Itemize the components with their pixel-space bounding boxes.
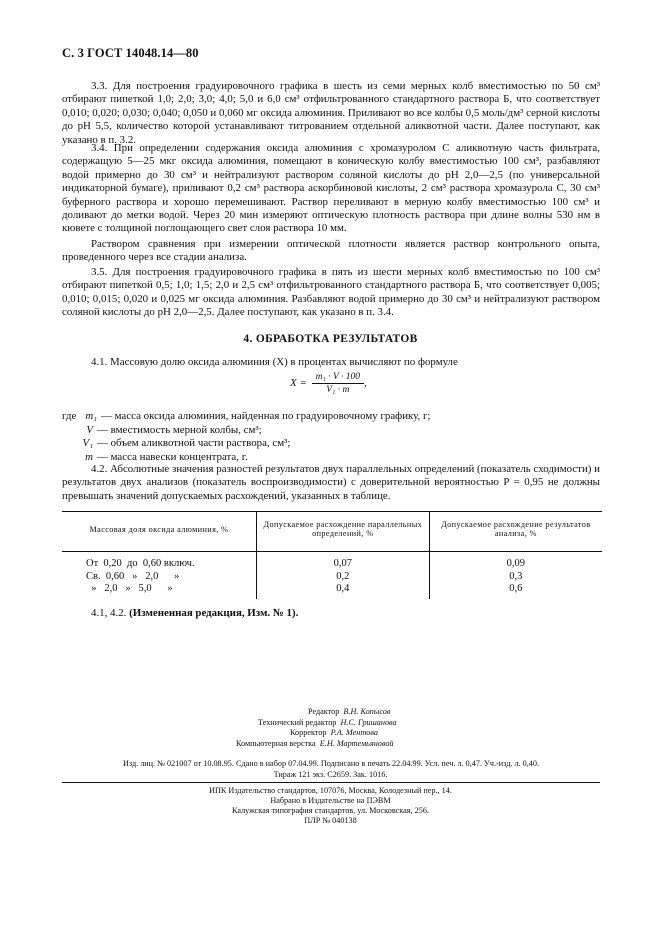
table-cell: » 2,0 » 5,0 » [86, 583, 173, 594]
definition-text: — масса навески концентрата, г. [97, 450, 248, 463]
table-cell: 0,09 [429, 552, 602, 571]
definition-symbol: V [86, 423, 93, 436]
definition-row [62, 437, 430, 451]
table-cell: От 0,20 до 0,60 включ. [86, 558, 195, 569]
imprint-tech-editor [258, 718, 397, 727]
table-header-cell: Массовая доля оксида алюминия, % [62, 512, 256, 552]
imprint-role: Редактор [308, 707, 340, 716]
formula-tail: , [363, 377, 367, 390]
paragraph-3-4-reference: Раствором сравнения при измерении оптической плотности является раствор контрольного опыта, проведенного через все стадии анализа. [62, 238, 600, 264]
imprint-plr: ПЛР № 040138 [304, 816, 357, 825]
amendment-note [91, 607, 298, 619]
paragraph-4-2: 4.2. Абсолютные значения разностей результатов двух параллельных определений (показатель сходимости) и результатов двух анализов (показатель воспроизводимости) с доверительной вероятностью P = 0,95 не должны превышать значений допускаемых расхождений, указанных в таблице. [62, 463, 600, 502]
paragraph-3-5: 3.5. Для построения градуировочного графика в пять из шести мерных колб вместимостью по 100 см³ отбирают пипеткой 0,5; 1,0; 1,5; 2,0 и 2,5 см³ отфильтрованного стандартного раствора Б, что соответствует 0,005; 0,010; 0,015; 0,020 и 0,025 мг оксида алюминия. Разбавляют водой примерно до 30 см³ и нейтрализуют раствором соляной кислоты до рН 2,0—2,5. Далее поступают, как указано в п. 3.4. [62, 266, 600, 319]
imprint-person: Р.А. Ментова [330, 728, 378, 737]
table-cell: 0,4 [256, 583, 429, 599]
imprint-person: Е.Н. Мартемьяновой [319, 739, 394, 748]
table-cell: 0,07 [256, 552, 429, 571]
table-header-cell: Допускаемое расхождение результатов анализа, % [429, 512, 602, 552]
imprint-editor [308, 707, 390, 716]
formula-lhs: X = [290, 377, 307, 390]
paragraph-4-1: 4.1. Массовую долю оксида алюминия (X) в процентах вычисляют по формуле [91, 356, 458, 368]
definition-row [62, 451, 430, 465]
definition-symbol: V₁ [82, 437, 93, 449]
imprint-typeset: Набрано в Издательстве на ПЭВМ [270, 796, 391, 805]
definition-text: — масса оксида алюминия, найденная по градуировочному графику, г; [101, 410, 431, 422]
table-cell: Св. 0,60 » 2,0 » [86, 570, 180, 582]
definition-symbol: m [85, 450, 93, 463]
definition-row [62, 410, 430, 424]
imprint-publisher: ИПК Издательство стандартов, 107076, Москва, Колодезный пер., 14. [209, 786, 452, 795]
imprint-layout [236, 739, 394, 748]
table-header-row [62, 512, 602, 552]
formula-denominator: V₁ · m [326, 385, 350, 395]
imprint-person: Н.С. Гришанова [340, 718, 397, 727]
formula-numerator: m₁ · V · 100 [312, 372, 364, 384]
definitions-list [62, 410, 430, 464]
table-row [62, 583, 602, 599]
definition-text: — вместимость мерной колбы, см³; [97, 423, 262, 436]
definition-prefix: где [62, 410, 77, 422]
imprint-corrector [290, 728, 378, 737]
table-cell: 0,2 [256, 571, 429, 584]
imprint-license-line: Изд. лиц. № 021007 от 10.08.95. Сдано в набор 07.04.99. Подписано в печать 22.04.99. Усл. печ. л. 0,47. Уч.-изд. л. 0,40. [122, 759, 540, 768]
table-row [62, 571, 602, 584]
imprint-print-run: Тираж 121 экз. С2659. Зак. 1016. [273, 770, 388, 779]
imprint-printer: Калужская типография стандартов, ул. Московская, 256. [232, 806, 429, 815]
imprint-role: Технический редактор [258, 718, 337, 727]
table-cell: 0,3 [429, 571, 602, 584]
table-header-cell: Допускаемое расхождение параллельных определений, % [256, 512, 429, 552]
paragraph-3-3: 3.3. Для построения градуировочного графика в шесть из семи мерных колб вместимостью по 50 см³ отбирают пипеткой 1,0; 2,0; 3,0; 4,0; 5,0 и 6,0 см³ отфильтрованного стандартного раствора Б, что соответствует 0,010; 0,020; 0,030; 0,040; 0,050 и 0,060 мг оксида алюминия. Приливают во все колбы 0,5 моль/дм³ серной кислоты до рН 5,5, количество которой устанавливают титрованием отдельной аликвотной части. Далее поступают, как указано в п. 3.2. [62, 80, 600, 146]
table-cell: 0,6 [429, 583, 602, 599]
imprint-divider [62, 782, 600, 783]
formula [290, 372, 367, 395]
formula-fraction [312, 372, 364, 395]
page-header: С. 3 ГОСТ 14048.14—80 [62, 46, 199, 60]
imprint-person: В.Н. Копысов [343, 707, 391, 716]
amendment-text: (Измененная редакция, Изм. № 1). [129, 607, 299, 619]
imprint-role: Компьютерная верстка [236, 739, 316, 748]
table-row [62, 552, 602, 571]
paragraph-3-4: 3.4. При определении содержания оксида алюминия с хромазуролом С аликвотную часть фильтрата, содержащую 5—25 мкг оксида алюминия, помещают в коническую колбу вместимостью 100 см³, разбавляют водой примерно до 30 см³ и нейтрализуют раствором соляной кислоты до рН 2,0—2,5 (по универсальной индикаторной бумаге), приливают 0,2 см³ раствора аскорбиновой кислоты, 2 см³ раствора хромазурола С, 30 см³ буферного раствора и хорошо перемешивают. Раствор переливают в мерную колбу вместимостью 100 см³ и доливают до метки водой. Через 20 мин измеряют оптическую плотность раствора при длине волны 530 нм в кювете с толщиной поглощающего свет слоя раствора 10 мм. [62, 142, 600, 235]
definition-row [62, 424, 430, 438]
definition-text: — объем аликвотной части раствора, см³; [97, 437, 291, 449]
section-title: 4. ОБРАБОТКА РЕЗУЛЬТАТОВ [243, 333, 418, 345]
amendment-prefix: 4.1, 4.2. [91, 607, 127, 619]
definition-symbol: m₁ [85, 410, 97, 422]
imprint-role: Корректор [290, 728, 327, 737]
tolerance-table [62, 511, 602, 599]
